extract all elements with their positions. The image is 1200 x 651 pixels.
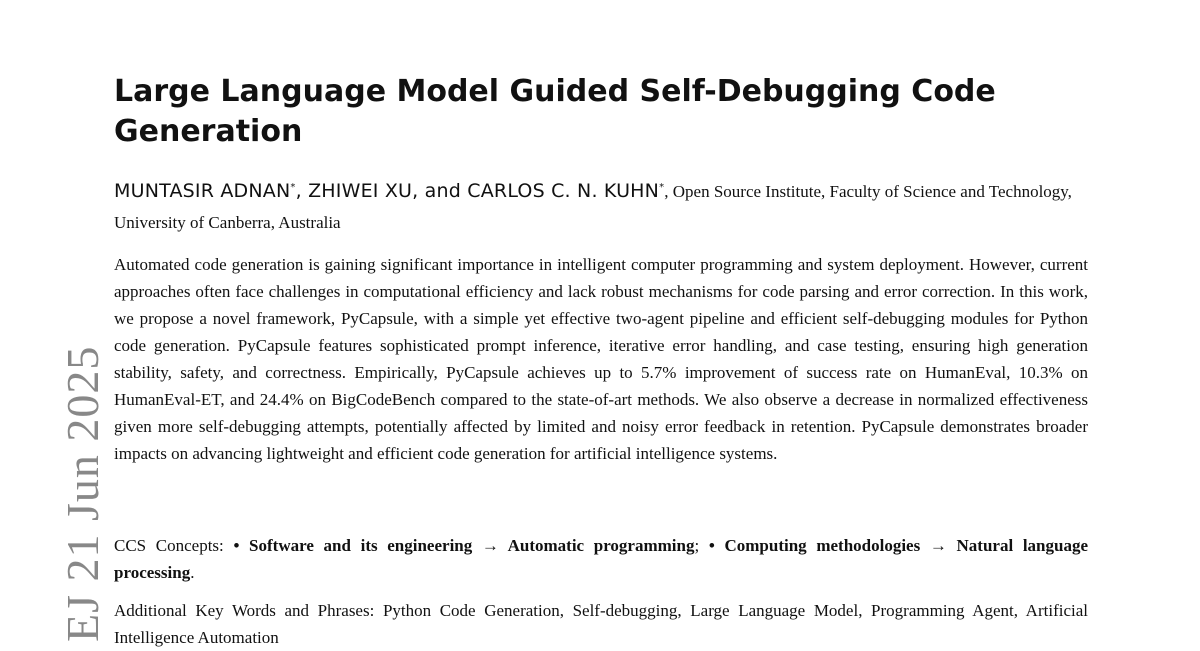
ccs-concepts xyxy=(114,532,1088,586)
author-name: CARLOS C. N. KUHN xyxy=(467,180,660,202)
author-names xyxy=(114,180,664,202)
ccs-bullet: • xyxy=(708,536,725,555)
ccs-end: . xyxy=(190,563,195,582)
keywords xyxy=(114,597,1088,651)
paper-title: Large Language Model Guided Self-Debugging Code Generation xyxy=(114,74,996,149)
keywords-label: Additional Key Words and Phrases: xyxy=(114,601,383,620)
author-separator: , xyxy=(295,180,309,202)
ccs-concept: Computing methodologies → Natural language processing xyxy=(114,536,1089,582)
affiliation: , Open Source Institute, Faculty of Science and Technology, University of Canberra, Australia xyxy=(114,182,1072,232)
abstract: Automated code generation is gaining significant importance in intelligent computer programming and system deployment. However, current approaches often face challenges in computational efficiency and lack robust mechanisms for code parsing and error correction. In this work, we propose a novel framework, PyCapsule, with a simple yet effective two-agent pipeline and efficient self-debugging modules for Python code generation. PyCapsule features sophisticated prompt inference, iterative error handling, and case testing, ensuring high generation stability, safety, and correctness. Empirically, PyCapsule achieves up to 5.7% improvement of success rate on HumanEval, 10.3% on HumanEval-ET, and 24.4% on BigCodeBench compared to the state-of-art methods. We also observe a decrease in normalized effectiveness given more self-debugging attempts, potentially affected by limited and noisy error feedback in retention. PyCapsule demonstrates broader impacts on advancing lightweight and efficient code generation for artificial intelligence systems. xyxy=(114,255,1088,463)
ccs-label: CCS Concepts: xyxy=(114,536,234,555)
ccs-separator: ; xyxy=(694,536,709,555)
ccs-concept: Software and its engineering → Automatic programming xyxy=(249,536,695,555)
author-name: ZHIWEI XU xyxy=(308,180,413,202)
author-footnote-mark: * xyxy=(290,182,296,193)
author-block xyxy=(114,172,1094,238)
keywords-text: Python Code Generation, Self-debugging, Large Language Model, Programming Agent, Artificial Intelligence Automation xyxy=(114,601,1088,647)
ccs-bullet: • xyxy=(233,536,250,555)
author-separator: , and xyxy=(412,180,468,202)
author-name: MUNTASIR ADNAN xyxy=(114,180,291,202)
author-footnote-mark: * xyxy=(659,182,665,193)
arxiv-stamp: EJ 21 Jun 2025 xyxy=(57,345,108,642)
